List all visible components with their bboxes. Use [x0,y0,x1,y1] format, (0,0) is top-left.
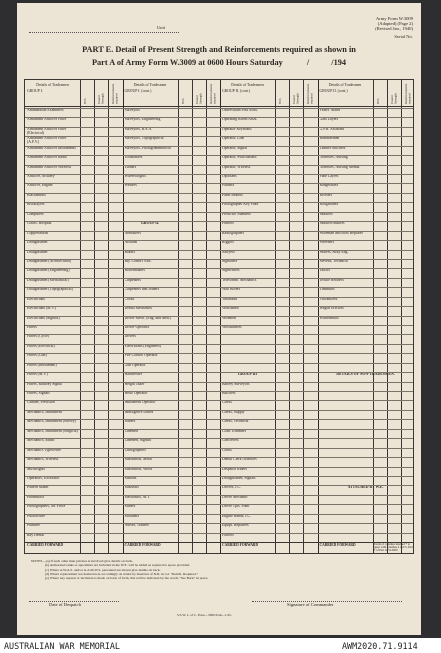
details-header [222,83,273,93]
form-adapted: (Adapted) (Page 2) [377,21,413,27]
tradesman-row: Carpenters [124,278,141,282]
tradesman-row: Artificer, Artillery [27,175,55,179]
tradesman-row: Telecomm. Mechanics [222,278,257,282]
details-of-tradesmen-label: Details of Tradesmen [133,83,167,87]
tradesman-row: Fitters [27,326,37,329]
column-header-we: W.E. [180,97,185,104]
tradesman-row: Ammunition Examiners [27,109,64,112]
column-header-posted: Posted Strength [389,93,398,104]
tradesman-row: Operating Room Assts. [222,118,258,122]
tradesman-row: Drivers, I.C. [222,486,241,490]
tradesman-row: Painters [222,184,235,188]
tradesman-row: Fitters, Signals [27,392,50,396]
tradesman-row: Fitters (M.V.) [27,373,48,377]
tradesman-row: Panel Beaters [222,193,243,197]
note-line: NOTES—(a) If such other than privates is involved give details on back. [31,559,134,563]
tradesman-row: Winchmen [222,307,239,311]
tradesman-row: Lithographers [124,448,146,452]
tradesman-row: Grinder, Precision [27,401,55,405]
row-line [25,363,413,364]
tradesman-row: Cooks [124,297,135,301]
tradesman-row: Turners [124,165,137,169]
details-header [320,83,371,93]
tradesman-row: Sealers, Stray Eng. [319,250,349,254]
row-line [25,467,413,468]
row-line [25,410,413,411]
tradesman-row: Intelligence Duties [124,410,154,414]
tradesman-row: Operator, Signal [222,146,247,150]
tradesman-row: Riggers [222,241,234,245]
tradesman-row: Electricians (Signals) [27,316,60,320]
carried-forward-label: CARRIED FORWARD [319,543,356,547]
tradesman-row: Sweeners [319,241,335,245]
tradesman-row: Textile Refiners [319,278,344,282]
tradesman-row: Bricklayers [27,203,45,207]
tradesman-row: Operator, Wireless [222,165,251,169]
unit-label: Unit [157,25,166,30]
tradesman-row: Drivers [124,335,136,339]
tradesman-row: Signwriters [222,269,240,273]
column-header-we: W.E. [83,97,87,104]
tradesman-row: Instrument Operator [124,401,156,405]
form-revised: (Revised Jan., 1940) [375,26,413,32]
tradesman-row: Artificer, Engine [27,184,53,188]
tradesman-row: Photographers, Air Force [27,505,66,509]
tradesman-row: Electricians (Engineers) [124,344,162,348]
tradesman-row: Fitters (Instrument) [27,363,57,367]
tradesman-row: Miners [124,505,136,509]
tradesman-row: Pharmacist [27,495,44,499]
tradesman-row: Despatch Riders [222,467,247,471]
tradesman-row: Driver-Mech. (Eng. and Med.) [124,316,172,320]
tradesman-row: Orderlies, Nursing Mental [319,165,360,169]
form-number: Army Form W.3009 [375,16,413,21]
column-header-reinf: Reinforcements required [111,83,119,104]
tradesman-row: Operators, Excavator [27,476,60,480]
tradesman-row: Butchers [222,392,236,396]
tradesman-row: Computers [27,212,44,216]
row-line [25,382,413,383]
row-line [25,533,413,534]
tradesman-row: Toolmakers [124,156,143,160]
row-line [25,438,413,439]
tradesman-row: Mechanics Typewriter [27,448,61,452]
tradesman-row: Clerks, Supply [222,410,245,414]
column-header-posted: Posted Strength [194,93,203,104]
tradesman-row: Armament Artificer Fitter (A.F.V.) [27,137,67,145]
tradesman-row: Concreters [222,439,239,443]
tradesman-row: Armament Artificer Radio [27,156,68,160]
tradesman-row: Saddlers makers [319,222,345,226]
tradesman-row: Wiremen [222,316,236,320]
tradesman-row: Photowriter [27,514,45,518]
tradesman-row: Helio Operator [124,392,148,396]
tradesman-row: Blacksmiths [27,193,46,197]
note-line: (c) Where A.W.A.S. and/or A.A.M.W.S. personnel are shown give details on back. [45,567,161,572]
tradesman-row: Signallers [222,259,238,263]
tradesman-row: Mechanics, Radio [27,439,55,443]
note-line: (d) Where replacement not desired note accordingly on return by insertion of N.R. in col. "Reinfs. Required." [45,571,199,576]
tradesman-row: Mechanics, Instrument (Surgical) [27,429,78,433]
column-header-posted: Posted Strength [97,93,105,104]
carried-forward-label: CARRIED FORWARD [27,543,64,547]
tradesman-row: Gun Operator [124,363,146,367]
tradesman-row: Carpenters and Joiners [124,288,160,292]
tradesman-row: Bty. Comd's Asst. [124,259,152,263]
form-title-line1: PART E. Detail of Present Strength and Reinforcements required as shown in [82,45,356,54]
tradesman-row: Wagon Erectors [319,307,344,311]
details-of-tradesmen-label: Details of Tradesmen [36,83,69,87]
row-line [25,391,413,392]
notes [31,559,411,580]
tradesman-row: Cloth Trimmers [222,429,247,433]
tradesman-row: Plate Layers [319,175,339,179]
tradesman-row: Mechanics, Instrument (Survey) [27,420,77,424]
tradesman-row: Machinists, Wood [124,467,152,471]
tradesman-row: Dental Mechanics [124,307,153,311]
tradesman-row: Radiographers [222,231,245,235]
tradesman-row: Tailors [319,269,330,273]
tradesman-row: Electricians [27,297,45,301]
tradesman-row: Cooks [222,448,232,452]
tradesman-row: Linemen [124,429,138,433]
tradesman-row: Printers [222,222,234,226]
unit-line [29,32,179,33]
tradesman-row: Observation Post Assts. [222,109,258,112]
tradesman-row: Surveyors, Topographical [124,137,164,141]
group-header: GROUP I. (cont.) [124,89,152,94]
form-title-line2 [17,58,421,67]
column-header-we: W.E. [278,97,282,104]
tradesman-row: Clerks, Technical [222,420,249,424]
tradesman-row: Surveyors, Photogrammetrical [124,146,171,150]
column-header-reinf: Reinforcements required [208,83,217,104]
tradesman-row: Bakers [124,250,136,254]
tradesman-row: Rangetakers [319,184,339,188]
tradesman-row: Whitesmiths [319,316,339,320]
carried-forward-line [25,542,413,543]
tradesman-row: Driver Tpts. Plant [222,505,250,509]
tradesman-row: Equipt. Repairers [222,524,249,528]
tradesman-row: Fitters (Gun) [27,354,47,358]
row-line [25,476,413,477]
tradesman-row: Millwrights [27,467,45,471]
tradesman-row: Coppersmiths [27,231,49,235]
tradesman-row: Mechanics, M.T. [124,495,151,499]
tradesman-row: Mechanics, Instrument [27,410,62,414]
group-header: GROUP I. [27,89,43,94]
tradesman-row: Fire Control Operator [124,354,158,358]
tradesman-row: Draughtsmen (Mechanical) [27,278,69,282]
tradesman-row: Operator, Line [222,137,245,141]
row-line [25,344,413,345]
archive-credit: AUSTRALIAN WAR MEMORIAL [4,641,120,651]
title-part-a: Part A of Army Form W.3009 at 0600 Hours Saturday [91,58,283,67]
details-header [27,83,78,93]
tradesman-row: Moulders [124,514,140,518]
tradesman-row: Fitters' Mates [319,109,341,112]
row-line [25,504,413,505]
tradesman-row: Clerks [222,401,232,405]
tradesman-row: Plumber [27,524,40,528]
tradesman-row: Armament Artificer Fitter (Electrical) [27,127,67,135]
tradesman-row: Engine Hands, I.C. [222,514,251,518]
group-heading: DETAILS OF NON-TRADESMEN. [336,373,395,377]
row-line [25,523,413,524]
tradesman-row: Electricians (M.V.) [27,307,56,311]
printer-imprint: S.S.W. L. of C. Press—5000 Pads—1/45. [177,613,232,617]
form-sheet [17,3,421,635]
row-line [25,448,413,449]
tradesman-row: Nurses, Trained [124,524,149,528]
tradesman-row: Ray Dental [27,533,45,537]
totals-note: Totals of columns marked * to agree with columns 4 and 5, Part E of Part A, W.3009 [373,543,413,553]
tradesman-row: Woodturners [222,326,242,329]
tradesman-row: Fitters, Railway Signal [27,382,62,386]
tradesman-row: Farriers [222,533,234,537]
carried-forward-label: CARRIED FORWARD [222,543,259,547]
tradesman-row: Fitters (Electrical) [27,344,55,348]
tradesman-row: Dental Clerk Orderlies [222,458,257,462]
group-header: GROUP II. (cont.) [222,89,251,94]
tradesman-row: Vulcanizers [319,297,338,301]
group-heading: GROUP III [238,373,257,377]
tradesman-row: G.P.R. Assistant [319,127,344,131]
tradesman-row: Surveyors, Engineering [124,118,161,122]
tradesman-row: Mechanics, Wireless [27,458,59,462]
tradesman-row: Armament Artificer Wireless [27,165,72,169]
tradesman-row: Draughtsmen [27,241,48,245]
tradesman-row: Gass Layers [319,118,339,122]
tradesman-row: Pattern Maker [27,486,49,490]
column-header-posted: Posted Strength [292,93,300,104]
tradesman-row: Surveyors, R.S.A. [124,127,153,131]
tradesman-row: Hammermen [319,137,340,141]
row-line [25,353,413,354]
column-header-we: W.E. [375,97,380,104]
tradesman-row: Stevens, Technical [319,259,348,263]
tradesman-row: Tinsmiths [319,288,335,292]
tradesman-row: Cooks, Hospital [27,222,52,226]
details-of-tradesmen-label: Details of Tradesmen [231,83,264,87]
row-line [25,495,413,496]
tradesman-row: Orderlies, Nursing [319,156,348,160]
row-line [25,325,413,326]
tradesman-row: Armourers [124,231,141,235]
tradesman-row: Operator, Switchboard [222,156,257,160]
tradesman-row: Tinsmiths [222,297,238,301]
archive-reference: AWM2020.71.9114 [342,641,418,651]
date-of-despatch-label: Date of Despatch [49,602,81,607]
tradesman-row: Operator Keyboard [222,127,252,131]
strength-table [24,79,414,554]
signature-label: Signature of Commander [287,602,334,607]
tradesman-row: Armament Artificer Instruments [27,146,76,150]
tradesman-row: Wheelwrights [124,175,146,179]
row-line [25,457,413,458]
title-year: /194 [331,58,347,67]
tradesman-row: Leather Stitchers [319,146,346,150]
tradesman-row: Boilermakers [124,269,145,273]
details-of-tradesmen-label: Details of Tradesmen [328,83,362,87]
tradesman-row: Sawyers [222,250,235,254]
details-header [125,83,176,93]
row-line [25,429,413,430]
tradesman-row: Riveters [319,193,333,197]
group-header: GROUP II. (cont.) [319,89,348,94]
carried-forward-label: CARRIED FORWARD [124,543,161,547]
tradesman-row: Artisans [124,241,138,245]
form-reference [375,16,413,39]
tradesman-row: Linemen, Signals [124,439,152,443]
tradesman-row: Storeman and Boss Repairer [319,231,363,235]
serial-number-label: Serial No. [394,33,413,39]
tradesman-row: Height Taker [124,382,145,386]
tradesman-row: Surveyors [124,109,140,112]
tradesman-row: Fitters (Cycle) [27,335,50,339]
tradesman-row: Hairdresser [124,373,142,377]
tradesman-row: Roughriders [319,203,339,207]
tradesman-row: Saddlers [319,212,333,216]
tradesman-row: Draughtsmen (Architectural) [27,259,71,263]
tradesman-row: Draughtsmen [27,250,48,254]
tradesman-row: Photographer Key Plate [222,203,259,207]
note-line: (e) Where any request or inclusion is made on back of form, this will be indicated by the words "See Back" in space. [45,576,209,581]
group-heading: GROUP II. [140,222,160,226]
row-line [25,400,413,401]
tradesman-row: Machinists, Metal [124,458,152,462]
tradesman-row: Draughtsmen (Topographical) [27,288,73,292]
tradesman-row: Driver-Operator [124,326,150,329]
tradesman-row: Masseurs [124,486,139,490]
tradesman-row: Masons [124,476,137,480]
tradesman-row: Battery Surveyors [222,382,250,386]
tradesman-row: Armament Artificer Fitter [27,118,67,122]
group-heading: ATTACHED BY W.E. [347,486,384,490]
tradesman-row: Joiners [124,420,136,424]
column-header-reinf: Reinforcements required [403,83,412,104]
row-line [25,514,413,515]
note-line: (b) Authorised ranks or specialists not included in the W.E. will be added as required to space provided. [45,563,191,568]
tradesman-row: Opticians [222,175,237,179]
tradesman-row: Predictor Numbers [222,212,251,216]
tradesman-row: Welders [124,184,137,188]
tradesman-row: Driver Mechanic [222,495,248,499]
row-line [25,419,413,420]
tradesman-row: Draughtsmen (Engineering) [27,269,70,273]
column-header-reinf: Reinforcements required [306,83,314,104]
title-date-slash: / [306,58,310,67]
row-line [25,334,413,335]
tradesman-row: Draughtsmen, Signals [222,476,256,480]
tradesman-row: Wall Borers [222,288,241,292]
